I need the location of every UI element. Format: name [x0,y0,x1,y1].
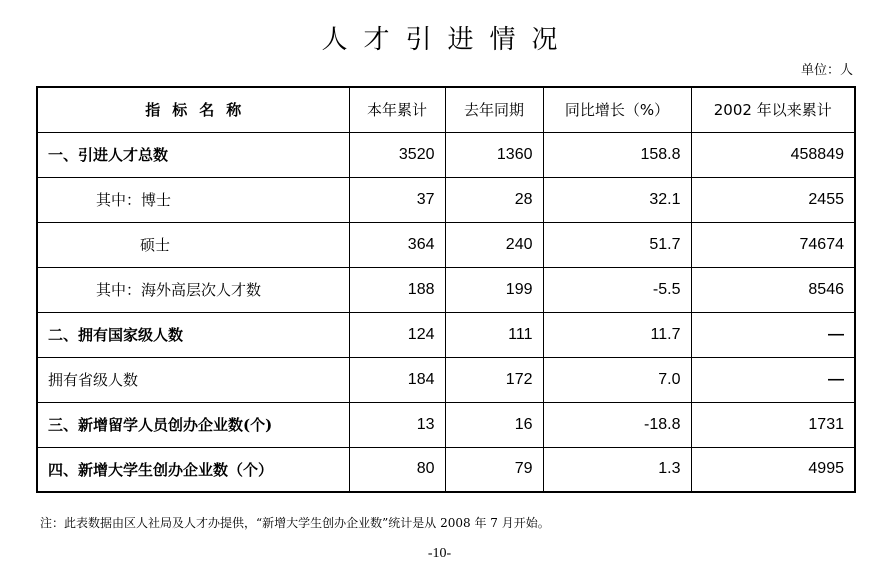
row-label: 其中：博士 [37,177,349,222]
row-label: 三、新增留学人员创办企业数(个) [37,402,349,447]
cell-this-year: 124 [349,312,445,357]
cell-since-2002: 74674 [691,222,855,267]
cell-last-year: 28 [445,177,543,222]
header-since-2002: 2002 年以来累计 [691,87,855,132]
cell-last-year: 1360 [445,132,543,177]
row-label: 硕士 [37,222,349,267]
talent-table [36,86,856,493]
cell-since-2002: 458849 [691,132,855,177]
table-row [37,177,855,222]
cell-this-year: 80 [349,447,445,492]
cell-growth: 7.0 [543,357,691,402]
table-row [37,402,855,447]
cell-this-year: 364 [349,222,445,267]
cell-this-year: 188 [349,267,445,312]
cell-growth: -5.5 [543,267,691,312]
header-growth: 同比增长（%） [543,87,691,132]
row-label: 一、引进人才总数 [37,132,349,177]
table-row [37,222,855,267]
page-title: 人才引进情况 [321,25,574,55]
cell-last-year: 172 [445,357,543,402]
cell-last-year: 199 [445,267,543,312]
table-row [37,132,855,177]
table-header [37,87,855,132]
header-indicator-name: 指标名称 [37,87,349,132]
cell-last-year: 79 [445,447,543,492]
cell-since-2002: 4995 [691,447,855,492]
table-row [37,447,855,492]
cell-growth: 11.7 [543,312,691,357]
unit-label: 单位：人 [800,63,853,78]
cell-growth: 158.8 [543,132,691,177]
cell-growth: 1.3 [543,447,691,492]
cell-this-year: 13 [349,402,445,447]
cell-since-2002: 1731 [691,402,855,447]
cell-since-2002: 2455 [691,177,855,222]
row-label: 二、拥有国家级人数 [37,312,349,357]
cell-this-year: 37 [349,177,445,222]
cell-last-year: 111 [445,312,543,357]
cell-this-year: 3520 [349,132,445,177]
table-row [37,267,855,312]
header-this-year: 本年累计 [349,87,445,132]
cell-since-2002: — [691,357,855,402]
cell-growth: 32.1 [543,177,691,222]
footnote: 注：此表数据由区人社局及人才办提供，“新增大学生创办企业数”统计是从 2008 年 7 月开始。 [40,516,550,530]
cell-growth: -18.8 [543,402,691,447]
cell-since-2002: — [691,312,855,357]
row-label: 四、新增大学生创办企业数（个） [37,447,349,492]
cell-since-2002: 8546 [691,267,855,312]
table-row [37,357,855,402]
header-row [37,87,855,132]
page-number: -10- [427,546,452,561]
row-label: 拥有省级人数 [37,357,349,402]
table-body [37,132,855,492]
row-label: 其中：海外高层次人才数 [37,267,349,312]
cell-this-year: 184 [349,357,445,402]
cell-growth: 51.7 [543,222,691,267]
table-row [37,312,855,357]
cell-last-year: 240 [445,222,543,267]
header-last-year: 去年同期 [445,87,543,132]
cell-last-year: 16 [445,402,543,447]
